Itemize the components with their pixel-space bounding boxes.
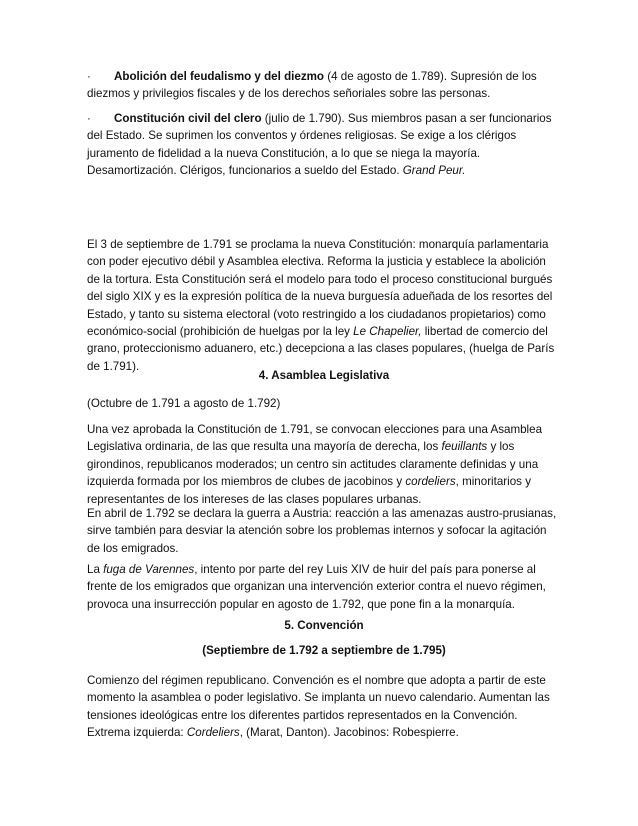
paragraph-text: El 3 de septiembre de 1.791 se proclama la nueva Constitución: monarquía parlamentaria con poder ejecutivo débil y Asamblea electiva. Reforma la justicia y establece la abolición de la tortura. Esta Constitución será el modelo para todo el proceso constitucional burgués del siglo XIX y es la expresión política de la nueva burguesía adueñada de los resortes del Estado, y tanto su sistema electoral (voto restringido a los ciudadanos propietarios) como económico-social (prohibición de huelgas por la ley <box>87 238 553 339</box>
paragraph-text: Una vez aprobada la Constitución de 1.791, se convocan elecciones para una Asamblea Legislativa ordinaria, de las que resulta una mayoría de derecha, los <box>87 423 543 454</box>
bullet-title: Constitución civil del clero <box>114 112 262 125</box>
section-4-paragraph-1 <box>87 421 561 508</box>
section-4-dates: (Octubre de 1.791 a agosto de 1.792) <box>87 397 281 410</box>
section-5-heading: 5. Convención <box>284 619 364 632</box>
bullet-abolicion-feudalismo <box>87 68 561 103</box>
constitution-paragraph <box>87 236 561 375</box>
paragraph-text: , intento por parte del rey Luis XIV de huir del país para ponerse al frente de los emigrados que organizan una intervención exterior contra el nuevo régimen, provoca una insurrección popular en agosto de 1.792, que pone fin a la monarquía. <box>87 563 546 611</box>
section-5-paragraph-1 <box>87 672 561 742</box>
paragraph-italic: Le Chapelier, <box>353 325 422 339</box>
paragraph-text: , (Marat, Danton). Jacobinos: Robespierre. <box>239 726 459 740</box>
paragraph-text: y los girondinos, republicanos moderados; un centro sin actitudes claramente definidas y una izquierda formada por los miembros de clubes de jacobinos y <box>87 440 539 489</box>
section-4-heading: 4. Asamblea Legislativa <box>258 369 390 382</box>
bullet-marker: · <box>87 70 91 83</box>
section-4-paragraph-3 <box>87 561 561 613</box>
paragraph-italic: Cordeliers <box>186 726 240 740</box>
paragraph-italic: fuga de Varennes <box>103 563 195 576</box>
bullet-text: (4 de agosto de 1.789). Supresión de los diezmos y privilegios fiscales y de los derechos señoriales sobre las personas. <box>87 70 537 101</box>
section-4-paragraph-2: En abril de 1.792 se declara la guerra a Austria: reacción a las amenazas austro-prusianas, sirve también para desviar la atención sobre los problemas internos y sofocar la agitación de los emigrados. <box>87 507 557 555</box>
paragraph-text: Comienzo del régimen republicano. Convención es el nombre que adopta a partir de este momento la asamblea o poder legislativo. Se implanta un nuevo calendario. Aumentan las tensiones ideológicas entre los diferentes partidos representados en la Convención. Extrema izquierda: <box>87 674 550 740</box>
paragraph-text: libertad de comercio del grano, proteccionismo aduanero, etc.) decepciona a las clases populares, (huelga de París de 1.791). <box>87 325 555 373</box>
bullet-text: (julio de 1.790). Sus miembros pasan a ser funcionarios del Estado. Se suprimen los conventos y órdenes religiosas. Se exige a los clérigos juramento de fidelidad a la nueva Constitución, a lo que se niega la mayoría. Desamortización. Clérigos, funcionarios a sueldo del Estado. <box>87 112 552 178</box>
paragraph-text: La <box>87 563 104 576</box>
bullet-italic-end: Grand Peur. <box>402 164 466 178</box>
bullet-constitucion-clero <box>87 110 561 180</box>
paragraph-italic: feuillants <box>441 440 488 454</box>
bullet-title: Abolición del feudalismo y del diezmo <box>114 70 325 83</box>
section-5-dates: (Septiembre de 1.792 a septiembre de 1.795) <box>202 644 446 657</box>
paragraph-text: , minoritarios y representantes de los intereses de las clases populares urbanas. <box>87 475 532 506</box>
bullet-marker: · <box>87 112 91 125</box>
paragraph-italic: cordeliers <box>405 475 456 489</box>
